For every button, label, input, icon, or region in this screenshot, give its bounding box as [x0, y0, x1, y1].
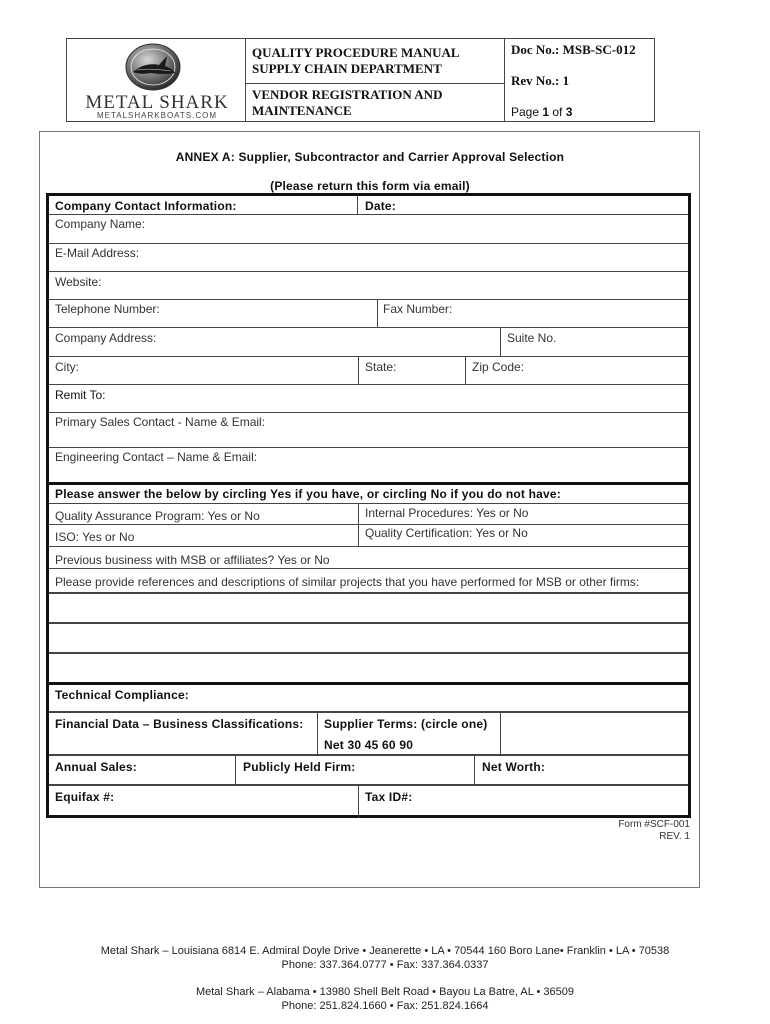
- engineering-contact-field[interactable]: Engineering Contact – Name & Email:: [55, 450, 258, 464]
- rev-number: Rev No.: 1: [511, 73, 570, 88]
- iso-question[interactable]: ISO: Yes or No: [55, 530, 135, 544]
- logo-title: METAL SHARK: [85, 92, 229, 113]
- contact-info-header: Company Contact Information:: [55, 199, 237, 213]
- section-title-line2: MAINTENANCE: [252, 103, 352, 118]
- internal-procedures-question[interactable]: Internal Procedures: Yes or No: [365, 506, 529, 520]
- fax-field[interactable]: Fax Number:: [383, 302, 453, 316]
- form-number: Form #SCF-001: [618, 819, 690, 830]
- logo-url: METALSHARKBOATS.COM: [96, 111, 218, 120]
- previous-business-question[interactable]: Previous business with MSB or affiliates? Yes or No: [55, 553, 330, 567]
- suite-field[interactable]: Suite No.: [507, 331, 557, 345]
- zip-code-field[interactable]: Zip Code:: [472, 360, 525, 374]
- email-field[interactable]: E-Mail Address:: [55, 246, 140, 260]
- tax-id-field[interactable]: Tax ID#:: [365, 790, 413, 804]
- footer-alabama-phone: Phone: 251.824.1660 • Fax: 251.824.1664: [281, 1000, 489, 1012]
- technical-compliance-field[interactable]: Technical Compliance:: [55, 688, 190, 702]
- annex-title: ANNEX A: Supplier, Subcontractor and Carrier Approval Selection: [175, 150, 565, 164]
- net-terms-options[interactable]: Net 30 45 60 90: [324, 738, 414, 752]
- primary-sales-contact-field[interactable]: Primary Sales Contact - Name & Email:: [55, 415, 266, 429]
- footer-alabama-address: Metal Shark – Alabama • 13980 Shell Belt Road • Bayou La Batre, AL • 36509: [195, 986, 575, 998]
- section-title-line1: VENDOR REGISTRATION AND: [252, 87, 443, 102]
- company-name-field[interactable]: Company Name:: [55, 217, 146, 231]
- footer-louisiana-address: Metal Shark – Louisiana 6814 E. Admiral Doyle Drive • Jeanerette • LA • 70544 160 Boro Lane• Franklin • LA • 70538: [100, 945, 670, 957]
- annual-sales-field[interactable]: Annual Sales:: [55, 760, 137, 774]
- page-number: 1: [542, 105, 550, 119]
- net-worth-field[interactable]: Net Worth:: [482, 760, 546, 774]
- date-field[interactable]: Date:: [365, 199, 397, 213]
- company-address-field[interactable]: Company Address:: [55, 331, 157, 345]
- state-field[interactable]: State:: [365, 360, 397, 374]
- supplier-terms-label: Supplier Terms: (circle one): [324, 717, 488, 731]
- approval-form-table: [46, 193, 691, 818]
- page-total: 3: [565, 105, 573, 119]
- references-prompt: Please provide references and descriptions of similar projects that you have performed for MSB or other firms:: [55, 575, 640, 589]
- document-header: [66, 38, 655, 122]
- footer-louisiana-phone: Phone: 337.364.0777 • Fax: 337.364.0337: [281, 959, 489, 971]
- doc-number: Doc No.: MSB-SC-012: [511, 42, 636, 57]
- remit-to-field[interactable]: Remit To:: [55, 388, 106, 402]
- equifax-field[interactable]: Equifax #:: [55, 790, 115, 804]
- telephone-field[interactable]: Telephone Number:: [55, 302, 160, 316]
- form-revision: REV. 1: [659, 831, 690, 842]
- publicly-held-firm-field[interactable]: Publicly Held Firm:: [243, 760, 356, 774]
- department-title: SUPPLY CHAIN DEPARTMENT: [252, 61, 442, 76]
- financial-data-field[interactable]: Financial Data – Business Classifications:: [55, 717, 304, 731]
- shark-emblem-icon: [123, 42, 183, 92]
- quality-certification-question[interactable]: Quality Certification: Yes or No: [365, 526, 528, 540]
- page-indicator: Page 1 of 3: [511, 105, 573, 119]
- qa-program-question[interactable]: Quality Assurance Program: Yes or No: [55, 509, 260, 523]
- metal-shark-logo: [67, 39, 245, 123]
- manual-title: QUALITY PROCEDURE MANUAL: [252, 45, 460, 60]
- annex-subtitle: (Please return this form via email): [270, 179, 470, 193]
- city-field[interactable]: City:: [55, 360, 79, 374]
- website-field[interactable]: Website:: [55, 275, 102, 289]
- answer-instructions: Please answer the below by circling Yes if you have, or circling No if you do not have:: [55, 487, 561, 501]
